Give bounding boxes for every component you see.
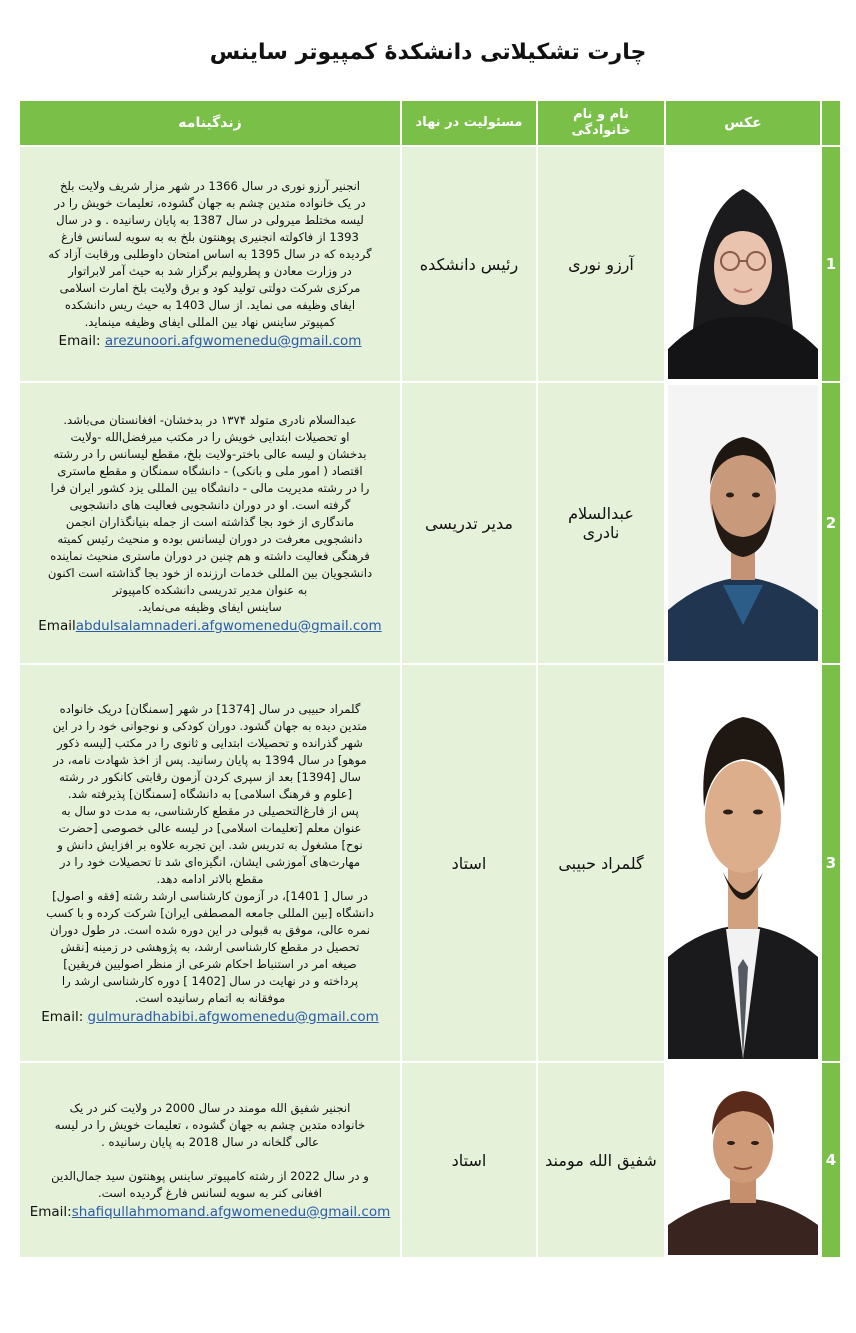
member-email xyxy=(20,1204,400,1221)
member-email xyxy=(20,333,400,350)
bio-line: سال [1394] بعد از سپری کردن آزمون رقابتی کانکور در رشته xyxy=(59,769,361,784)
header-name: نام و نام خانوادگی xyxy=(537,100,665,146)
bio-line: عنوان معلم [تعلیمات اسلامی] در لیسه عالی خصوصی [حضرت xyxy=(58,820,362,835)
page-title: چارت تشکیلاتی دانشکدهٔ کمپیوتر ساینس xyxy=(209,40,647,65)
header-photo: عکس xyxy=(665,100,821,146)
bio-line: افغانی کنر به سویه لسانس فارغ گردیده است. xyxy=(97,1185,323,1200)
email-link[interactable]: abdulsalamnaderi.afgwomenedu@gmail.com xyxy=(75,617,382,634)
bio-line: خانواده متدین چشم به جهان گشوده ، تعلیمات خویش را در لیسه xyxy=(54,1117,366,1132)
bio-line: عبدالسلام نادری متولد ۱۳۷۴ در بدخشان- افغانستان می‌باشد. xyxy=(63,412,357,427)
bio-line: گلمراد حبیبی در سال [1374] در شهر [سمنگان] دریک خانواده xyxy=(59,701,361,716)
portrait-photo xyxy=(665,382,821,664)
bio-line: مهارت‌های آموزشی ایشان، انگیزه‌ای شد تا تحصیلات خود را در xyxy=(59,854,361,869)
portrait-image-3 xyxy=(668,667,818,1059)
portrait-photo xyxy=(665,146,821,382)
email-link[interactable]: arezunoori.afgwomenedu@gmail.com xyxy=(104,333,362,349)
member-role: استاد xyxy=(401,1062,537,1258)
member-bio xyxy=(19,146,401,382)
email-label: Email: xyxy=(41,1008,88,1025)
bio-line: 1393 از فاکولته انجنیری پوهنتون بلخ به به سویه لسانس فارغ xyxy=(61,230,359,244)
bio-line: دانشجویان بین المللی خدمات ارزنده از خود بجا گذاشته است اکنون xyxy=(47,565,373,580)
bio-line: به عنوان مدیر تدریسی دانشکده کامپیوتر xyxy=(112,582,308,597)
row-number: 1 xyxy=(821,146,841,382)
member-name: آرزو نوری xyxy=(537,146,665,382)
table-row xyxy=(19,382,841,664)
bio-line: ساینس ایفای وظیفه می‌نماید. xyxy=(138,599,282,614)
table-row xyxy=(19,146,841,382)
bio-line: دانشجویی معرفت در دوران لیسانس بوده و منحیث رئیس کمیته xyxy=(57,531,363,546)
member-bio xyxy=(19,1062,401,1258)
row-number: 2 xyxy=(821,382,841,664)
bio-line: موفقانه به اتمام رسانیده است. xyxy=(134,990,286,1005)
portrait-image-2 xyxy=(668,385,818,661)
table-row xyxy=(19,1062,841,1258)
bio-line: در وزارت معادن و پطرولیم برگزار شد به حیث آمر لابراتوار xyxy=(68,264,352,278)
email-link[interactable]: gulmuradhabibi.afgwomenedu@gmail.com xyxy=(87,1008,379,1025)
bio-line: نوح] مشغول به تدریس شد. این تجربه علاوه بر افزایش دانش و xyxy=(57,837,363,852)
bio-line: در سال [ 1401]، در آزمون کارشناسی ارشد رشته [فقه و اصول] xyxy=(52,888,368,903)
portrait-image-4 xyxy=(668,1065,818,1255)
member-name: عبدالسلام نادری xyxy=(537,382,665,664)
bio-line: گرفته است. او در دوران دانشجویی فعالیت های دانشجویی xyxy=(69,497,351,512)
bio-line: اقتصاد ( امور ملی و بانکی) - دانشگاه سمنگان و مقطع ماستری xyxy=(57,463,363,478)
bio-line: او تحصیلات ابتدایی خویش را در مکتب میرفضل‌الله -ولایت xyxy=(70,429,350,444)
bio-line: تحصیل در مقطع کارشناسی ارشد، به پژوهشی در زمینه [نقش xyxy=(60,939,360,954)
bio-line: نمره عالی، موفق به قبولی در این دوره شده است. در طول دوران xyxy=(50,922,370,937)
member-name: شفیق الله مومند xyxy=(537,1062,665,1258)
bio-line: انجنیر آرزو نوری در سال 1366 در شهر مزار شریف ولایت بلخ xyxy=(59,179,361,193)
bio-line: دانشگاه [بین المللی جامعه المصطفی ایران] شرکت کرده و با کسب xyxy=(46,905,374,920)
member-email xyxy=(20,618,400,635)
bio-line: فرهنگی فعالیت داشته و هم چنین در دوران ماستری منحیث نماینده xyxy=(50,548,370,563)
bio-line xyxy=(20,1151,400,1168)
bio-line: انجنیر شفیق الله مومند در سال 2000 در ولایت کنر در یک xyxy=(69,1100,351,1115)
bio-line: لیسه مختلط میرولی در سال 1387 به پایان رسانیده . و در سال xyxy=(56,213,364,227)
bio-line: پرداخته و در نهایت در سال [1402 ] دوره کارشناسی ارشد را xyxy=(61,973,359,988)
bio-line: متدین دیده به جهان گشود. دوران کودکی و نوجوانی خود را در این xyxy=(52,718,368,733)
bio-line: موهو] در سال 1394 به پایان رسانید. پس از اخذ شهادت نامه، در xyxy=(53,752,367,767)
bio-line: مقطع بالاتر ادامه دهد. xyxy=(156,871,264,886)
header-bio: زندگینامه xyxy=(19,100,401,146)
bio-line: و در سال 2022 از رشته کامپیوتر ساینس پوهنتون سید جمال‌الدین xyxy=(51,1168,369,1183)
bio-line: عالی گلخانه در سال 2018 به پایان رسانیده . xyxy=(101,1134,319,1149)
bio-line: شهر گذرانده و تحصیلات ابتدایی و ثانوی را در مکتب [لیسه ذکور xyxy=(57,735,363,750)
bio-line: در یک خانواده متدین چشم به جهان گشوده، تعلیمات خویش را در xyxy=(54,196,366,210)
member-bio xyxy=(19,382,401,664)
bio-line: گردیده که در سال 1395 به اساس امتحان داوطلبی ورقابت آزاد که xyxy=(48,247,372,261)
bio-line: بدخشان و لیسه عالی باختر-ولایت بلخ، مقطع لیسانس را در رشته xyxy=(53,446,367,461)
bio-line: را در رشته مدیریت مالی - دانشگاه بین المللی یزد کشور ایران فرا xyxy=(50,480,370,495)
bio-line: ماندگاری از خود بجا گذاشته است از جمله بنیانگذاران انجمن xyxy=(65,514,355,529)
portrait-photo xyxy=(665,1062,821,1258)
row-number: 3 xyxy=(821,664,841,1062)
bio-line: کمپیوتر ساینس نهاد بین المللی ایفای وظیفه مینماید. xyxy=(84,315,336,329)
email-link[interactable]: shafiqullahmomand.afgwomenedu@gmail.com xyxy=(71,1203,391,1220)
member-role: استاد xyxy=(401,664,537,1062)
header-number xyxy=(821,100,841,146)
portrait-photo xyxy=(665,664,821,1062)
email-label: Email: xyxy=(29,1203,72,1220)
table-row xyxy=(19,664,841,1062)
member-bio xyxy=(19,664,401,1062)
email-label: Email xyxy=(38,617,76,634)
portrait-image-1 xyxy=(668,149,818,379)
org-chart-table xyxy=(18,99,842,1259)
member-email xyxy=(20,1009,400,1026)
header-row xyxy=(19,100,841,146)
row-number: 4 xyxy=(821,1062,841,1258)
bio-line: مرکزی شرکت دولتی تولید کود و برق ولایت بلخ امارت اسلامی xyxy=(59,281,361,295)
member-role: مدیر تدریسی xyxy=(401,382,537,664)
member-name: گلمراد حبیبی xyxy=(537,664,665,1062)
member-role: رئیس دانشکده xyxy=(401,146,537,382)
bio-line: ایفای وظیفه می نماید. از سال 1403 به حیث ریس دانشکده xyxy=(64,298,356,312)
bio-line: [علوم و فرهنگ اسلامی] به دانشگاه [سمنگان] پذیرفته شد. xyxy=(67,786,353,801)
bio-line: صیغه امر در استنباط احکام شرعی از منظر اصولیین فریقین] xyxy=(63,956,357,971)
email-label: Email: xyxy=(58,333,105,349)
header-role: مسئولیت در نهاد xyxy=(401,100,537,146)
bio-line: پس از فارغ‌التحصیلی در مقطع کارشناسی، به مدت دو سال به xyxy=(61,803,359,818)
